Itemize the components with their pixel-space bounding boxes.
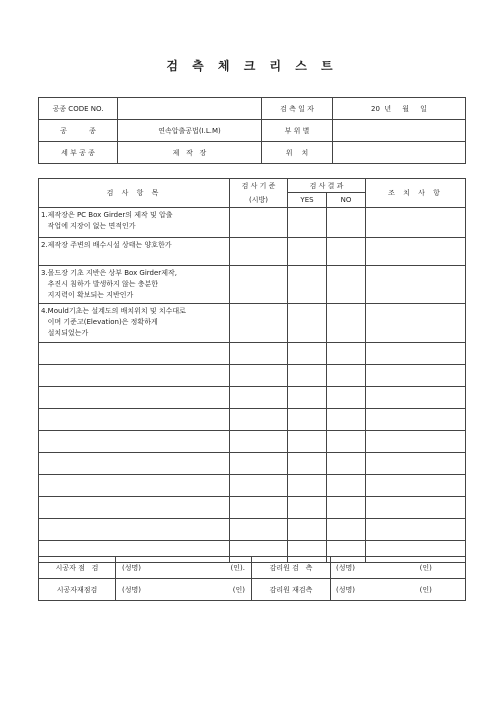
item-text-line: 3.몰드장 기초 지반은 상부 Box Girder제작, xyxy=(41,269,177,277)
no-cell[interactable] xyxy=(327,266,366,304)
item-text-cell xyxy=(39,266,230,304)
contractor-recheck-seal-label[interactable]: (인) xyxy=(186,579,252,601)
checklist-row xyxy=(39,266,466,304)
checklist-row xyxy=(39,409,466,431)
criteria-cell[interactable] xyxy=(230,431,288,453)
yes-cell[interactable] xyxy=(288,304,327,343)
action-cell[interactable] xyxy=(366,238,466,266)
no-cell[interactable] xyxy=(327,453,366,475)
criteria-cell[interactable] xyxy=(230,266,288,304)
part-label: 부 위 별 xyxy=(262,120,333,142)
no-cell[interactable] xyxy=(327,519,366,541)
checklist-row xyxy=(39,304,466,343)
item-text-line: 2.제작장 주변의 배수시설 상태는 양호한가 xyxy=(41,241,172,249)
no-cell[interactable] xyxy=(327,475,366,497)
detail-work-label: 세 부 공 종 xyxy=(39,142,118,164)
col-header-action: 조 치 사 항 xyxy=(366,179,466,208)
item-text-cell xyxy=(39,519,230,541)
criteria-cell[interactable] xyxy=(230,387,288,409)
checklist-table xyxy=(38,178,466,563)
item-text-cell xyxy=(39,238,230,266)
supervisor-recheck-name-label[interactable]: (성명) xyxy=(331,579,387,601)
action-cell[interactable] xyxy=(366,475,466,497)
criteria-cell[interactable] xyxy=(230,519,288,541)
item-text-cell xyxy=(39,409,230,431)
criteria-cell[interactable] xyxy=(230,365,288,387)
signature-table xyxy=(38,556,466,601)
item-text-line: 작업에 지장이 없는 면적인가 xyxy=(41,222,136,230)
criteria-cell[interactable] xyxy=(230,208,288,238)
work-type-value[interactable]: 연속압출공법(I.L.M) xyxy=(118,120,262,142)
no-cell[interactable] xyxy=(327,343,366,365)
header-info-table xyxy=(38,97,466,164)
location-label: 위 치 xyxy=(262,142,333,164)
item-text-cell xyxy=(39,343,230,365)
checklist-row xyxy=(39,387,466,409)
action-cell[interactable] xyxy=(366,453,466,475)
item-text-cell xyxy=(39,387,230,409)
criteria-cell[interactable] xyxy=(230,497,288,519)
yes-cell[interactable] xyxy=(288,519,327,541)
action-cell[interactable] xyxy=(366,365,466,387)
checklist-row xyxy=(39,519,466,541)
item-text-cell xyxy=(39,497,230,519)
checklist-row xyxy=(39,497,466,519)
criteria-cell[interactable] xyxy=(230,453,288,475)
col-header-items: 검 사 항 목 xyxy=(39,179,230,208)
contractor-recheck-label: 시공자재점검 xyxy=(39,579,116,601)
action-cell[interactable] xyxy=(366,304,466,343)
yes-cell[interactable] xyxy=(288,208,327,238)
contractor-check-label: 시공자 점 검 xyxy=(39,557,116,579)
part-value[interactable] xyxy=(333,120,466,142)
col-header-no: NO xyxy=(327,193,366,208)
item-text-cell xyxy=(39,475,230,497)
code-value[interactable] xyxy=(118,98,262,120)
col-header-result: 검 사 결 과 xyxy=(288,179,366,193)
supervisor-recheck-seal-label[interactable]: (인) xyxy=(387,579,466,601)
checklist-row xyxy=(39,343,466,365)
yes-cell[interactable] xyxy=(288,475,327,497)
item-text-line: 설치되었는가 xyxy=(41,329,89,337)
col-header-yes: YES xyxy=(288,193,327,208)
item-text-line: 지지력이 확보되는 지반인가 xyxy=(41,291,134,299)
col-header-criteria-sub: (시방) xyxy=(230,193,288,208)
contractor-name-label[interactable]: (성명) xyxy=(116,557,186,579)
supervisor-seal-label[interactable]: (인) xyxy=(387,557,466,579)
yes-cell[interactable] xyxy=(288,238,327,266)
inspection-date-label: 검 측 일 자 xyxy=(262,98,333,120)
yes-cell[interactable] xyxy=(288,453,327,475)
item-text-cell xyxy=(39,431,230,453)
yes-cell[interactable] xyxy=(288,409,327,431)
criteria-cell[interactable] xyxy=(230,475,288,497)
yes-cell[interactable] xyxy=(288,497,327,519)
checklist-row xyxy=(39,208,466,238)
checklist-row xyxy=(39,431,466,453)
checklist-row xyxy=(39,453,466,475)
col-header-criteria: 검 사 기 준 xyxy=(230,179,288,193)
supervisor-name-label[interactable]: (성명) xyxy=(331,557,387,579)
yes-cell[interactable] xyxy=(288,266,327,304)
item-text-line: 4.Mould기초는 설계도의 배치위치 및 치수대로 xyxy=(41,307,186,315)
criteria-cell[interactable] xyxy=(230,238,288,266)
work-type-label: 공 종 xyxy=(39,120,118,142)
yes-cell[interactable] xyxy=(288,365,327,387)
inspection-date-value[interactable]: 20 년 월 일 xyxy=(333,98,466,120)
yes-cell[interactable] xyxy=(288,343,327,365)
contractor-seal-label[interactable]: (인). xyxy=(186,557,252,579)
action-cell[interactable] xyxy=(366,497,466,519)
no-cell[interactable] xyxy=(327,387,366,409)
no-cell[interactable] xyxy=(327,431,366,453)
checklist-row xyxy=(39,238,466,266)
no-cell[interactable] xyxy=(327,365,366,387)
document-title: 검 측 체 크 리 스 트 xyxy=(166,59,338,73)
no-cell[interactable] xyxy=(327,238,366,266)
item-text-cell xyxy=(39,304,230,343)
code-label: 공종 CODE NO. xyxy=(39,98,118,120)
supervisor-recheck-label: 감리원 재검측 xyxy=(252,579,331,601)
item-text-cell xyxy=(39,208,230,238)
checklist-row xyxy=(39,365,466,387)
action-cell[interactable] xyxy=(366,409,466,431)
contractor-recheck-name-label[interactable]: (성명) xyxy=(116,579,186,601)
supervisor-check-label: 감리원 검 측 xyxy=(252,557,331,579)
action-cell[interactable] xyxy=(366,208,466,238)
no-cell[interactable] xyxy=(327,497,366,519)
action-cell[interactable] xyxy=(366,343,466,365)
item-text-cell xyxy=(39,365,230,387)
criteria-cell[interactable] xyxy=(230,409,288,431)
action-cell[interactable] xyxy=(366,519,466,541)
no-cell[interactable] xyxy=(327,208,366,238)
action-cell[interactable] xyxy=(366,266,466,304)
yes-cell[interactable] xyxy=(288,431,327,453)
item-text-line: 1.제작장은 PC Box Girder의 제작 및 압출 xyxy=(41,211,173,219)
checklist-row xyxy=(39,475,466,497)
yes-cell[interactable] xyxy=(288,387,327,409)
no-cell[interactable] xyxy=(327,304,366,343)
criteria-cell[interactable] xyxy=(230,343,288,365)
item-text-cell xyxy=(39,453,230,475)
action-cell[interactable] xyxy=(366,431,466,453)
item-text-line: 이며 기준고(Elevation)은 정확하게 xyxy=(41,318,158,326)
item-text-line: 추진시 침하가 발생하지 않는 충분한 xyxy=(41,280,159,288)
action-cell[interactable] xyxy=(366,387,466,409)
no-cell[interactable] xyxy=(327,409,366,431)
detail-work-value[interactable]: 제 작 장 xyxy=(118,142,262,164)
criteria-cell[interactable] xyxy=(230,304,288,343)
location-value[interactable] xyxy=(333,142,466,164)
